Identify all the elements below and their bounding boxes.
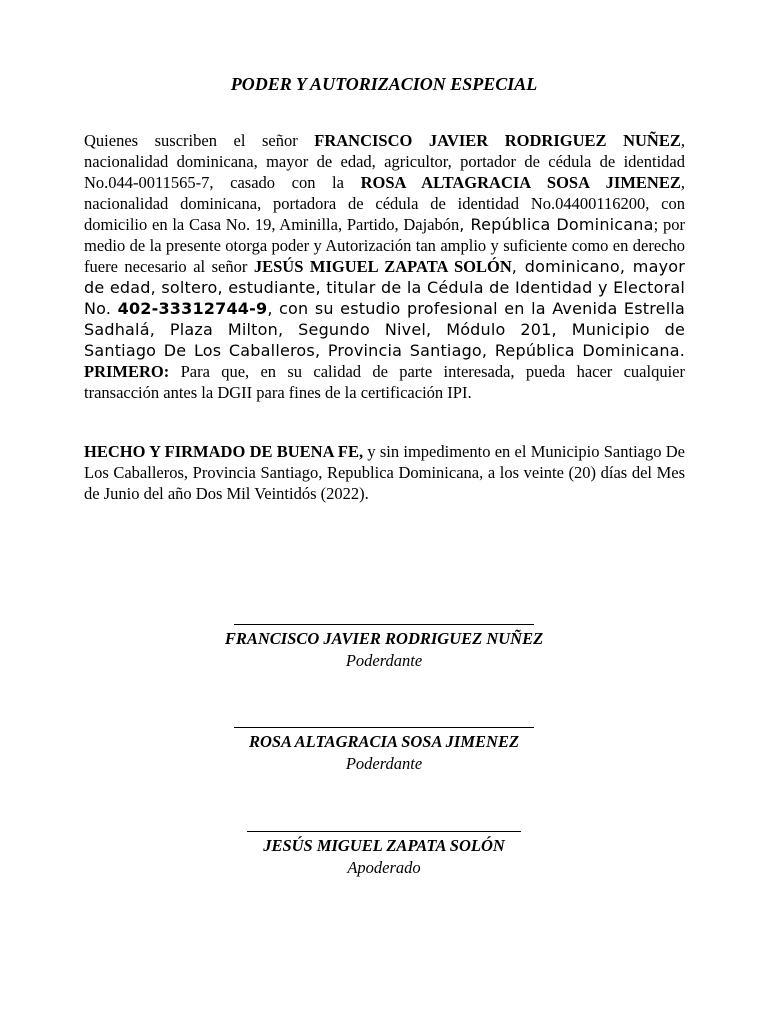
signature-line: [247, 831, 521, 832]
signatory-role: Apoderado: [347, 858, 421, 877]
body-paragraph-poder: [84, 130, 685, 403]
document-title: PODER Y AUTORIZACION ESPECIAL: [230, 74, 538, 94]
attorney-name: JESÚS MIGUEL ZAPATA SOLÓN: [253, 257, 512, 276]
text-attorney-address: , con su estudio profesional en la Avenida Estrella Sadhalá, Plaza Milton, Segundo Nivel, Módulo 201, Municipio de Santiago De Los Caballeros, Provincia Santiago, República Dominicana.: [84, 299, 686, 360]
signatory-name: FRANCISCO JAVIER RODRIGUEZ NUÑEZ: [224, 629, 544, 648]
signature-line: [234, 727, 534, 728]
text-grant-clause: ; por medio de la presente otorga poder y Autorización tan amplio y suficiente como en derecho fuere necesario al señor: [84, 215, 685, 276]
body-paragraph-firma: [84, 441, 685, 504]
text-place-date: y sin impedimento en el Municipio Santiago De Los Caballeros, Provincia Santiago, Republica Dominicana, a los veinte (20) días del Mes de Junio del año Dos Mil Veintidós (2022).: [84, 442, 685, 503]
text-grantor-1-details: , nacionalidad dominicana, mayor de edad, agricultor, portador de cédula de identidad No.044-0011565-7, casado con la: [84, 131, 685, 192]
text-purpose: Para que, en su calidad de parte interesada, pueda hacer cualquier transacción antes la DGII para fines de la certificación IPI.: [84, 362, 685, 402]
signature-line: [234, 624, 534, 625]
text-country: , República Dominicana: [459, 215, 654, 234]
signatory-name: ROSA ALTAGRACIA SOSA JIMENEZ: [248, 732, 520, 751]
signature-block-2: [0, 727, 768, 774]
text-attorney-details: , dominicano, mayor de edad, soltero, estudiante, titular de la Cédula de Identidad y Electoral No.: [84, 257, 686, 318]
text-grantor-2-details: , nacionalidad dominicana, portadora de cédula de identidad No.04400116200, con domicilio en la Casa No. 19, Aminilla, Partido, Dajabón: [84, 173, 685, 234]
text-intro: Quienes suscriben el señor: [84, 131, 315, 150]
primero-label: PRIMERO:: [84, 362, 170, 381]
signed-lead: HECHO Y FIRMADO DE BUENA FE,: [84, 442, 364, 461]
signatory-role: Poderdante: [345, 651, 423, 670]
grantor-name-1: FRANCISCO JAVIER RODRIGUEZ NUÑEZ: [314, 131, 681, 150]
grantor-name-2: ROSA ALTAGRACIA SOSA JIMENEZ: [360, 173, 681, 192]
signatory-name: JESÚS MIGUEL ZAPATA SOLÓN: [263, 836, 505, 855]
attorney-cedula: 402-33312744-9: [117, 299, 268, 318]
signature-block-1: [0, 624, 768, 671]
signatory-role: Poderdante: [345, 754, 423, 773]
signature-block-3: [0, 831, 768, 878]
